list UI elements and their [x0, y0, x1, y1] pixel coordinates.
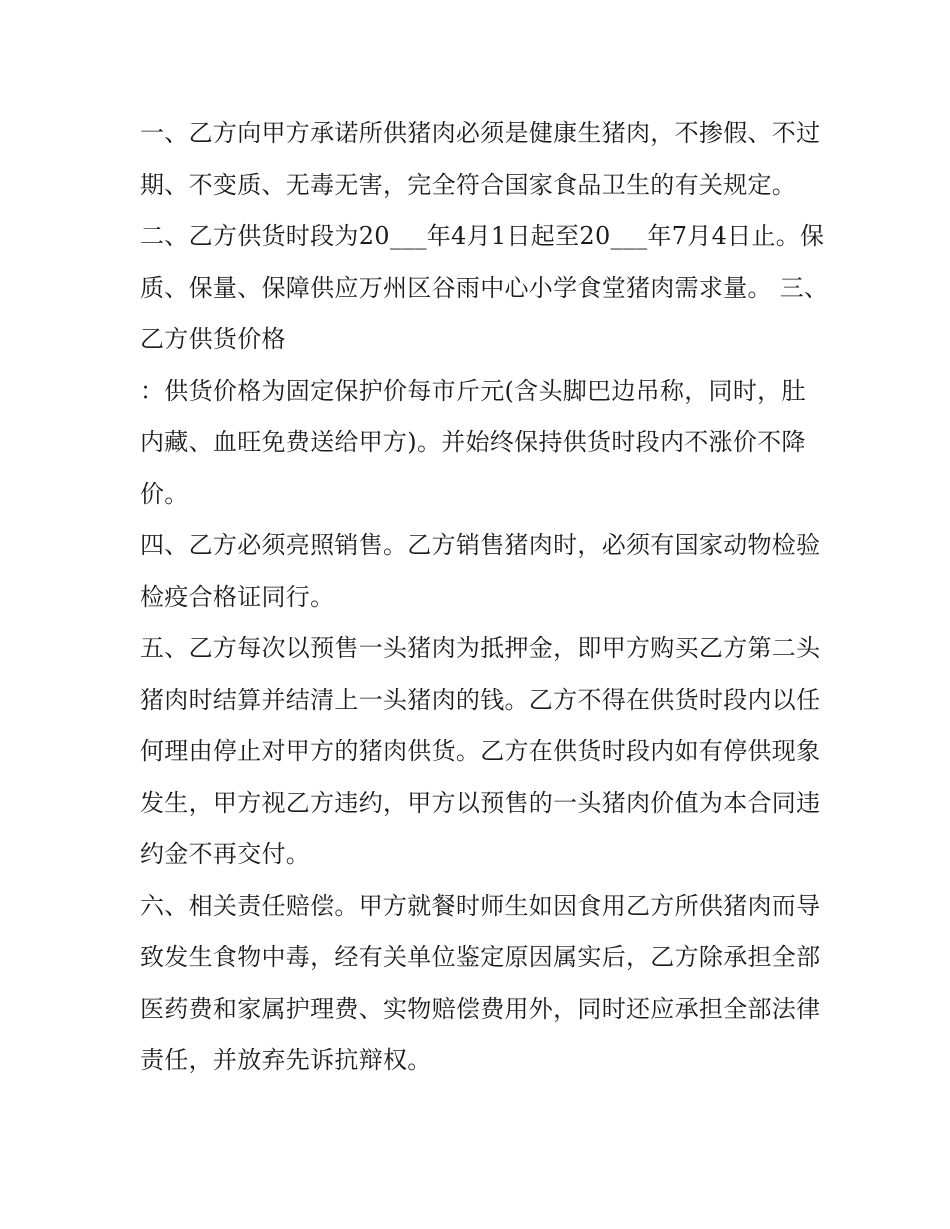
clause-5-paragraph: 五、乙方每次以预售一头猪肉为抵押金，即甲方购买乙方第二头猪肉时结算并结清上一头猪肉的钱。乙方不得在供货时段内以任何理由停止对甲方的猪肉供货。乙方在供货时段内如有停供现象发生，甲方视乙方违约，甲方以预售的一头猪肉价值为本合同违约金不再交付。 — [140, 634, 821, 868]
document-body — [140, 108, 830, 1087]
clause-3-paragraph: ：供货价格为固定保护价每市斤元(含头脚巴边吊称，同时，肚内藏、血旺免费送给甲方)。并始终保持供货时段内不涨价不降价。 — [140, 376, 806, 508]
clause-1-paragraph: 一、乙方向甲方承诺所供猪肉必须是健康生猪肉，不掺假、不过期、不变质、无毒无害，完全符合国家食品卫生的有关规定。 — [140, 119, 821, 199]
clause-4-paragraph: 四、乙方必须亮照销售。乙方销售猪肉时，必须有国家动物检验检疫合格证同行。 — [140, 531, 821, 611]
clause-6-paragraph: 六、相关责任赔偿。甲方就餐时师生如因食用乙方所供猪肉而导致发生食物中毒，经有关单位鉴定原因属实后，乙方除承担全部医药费和家属护理费、实物赔偿费用外，同时还应承担全部法律责任，并放弃先诉抗辩权。 — [140, 891, 821, 1074]
clause-2-paragraph: 二、乙方供货时段为20___年4月1日起至20___年7月4日止。保质、保量、保障供应万州区谷雨中心小学食堂猪肉需求量。 三、乙方供货价格 — [140, 222, 829, 353]
